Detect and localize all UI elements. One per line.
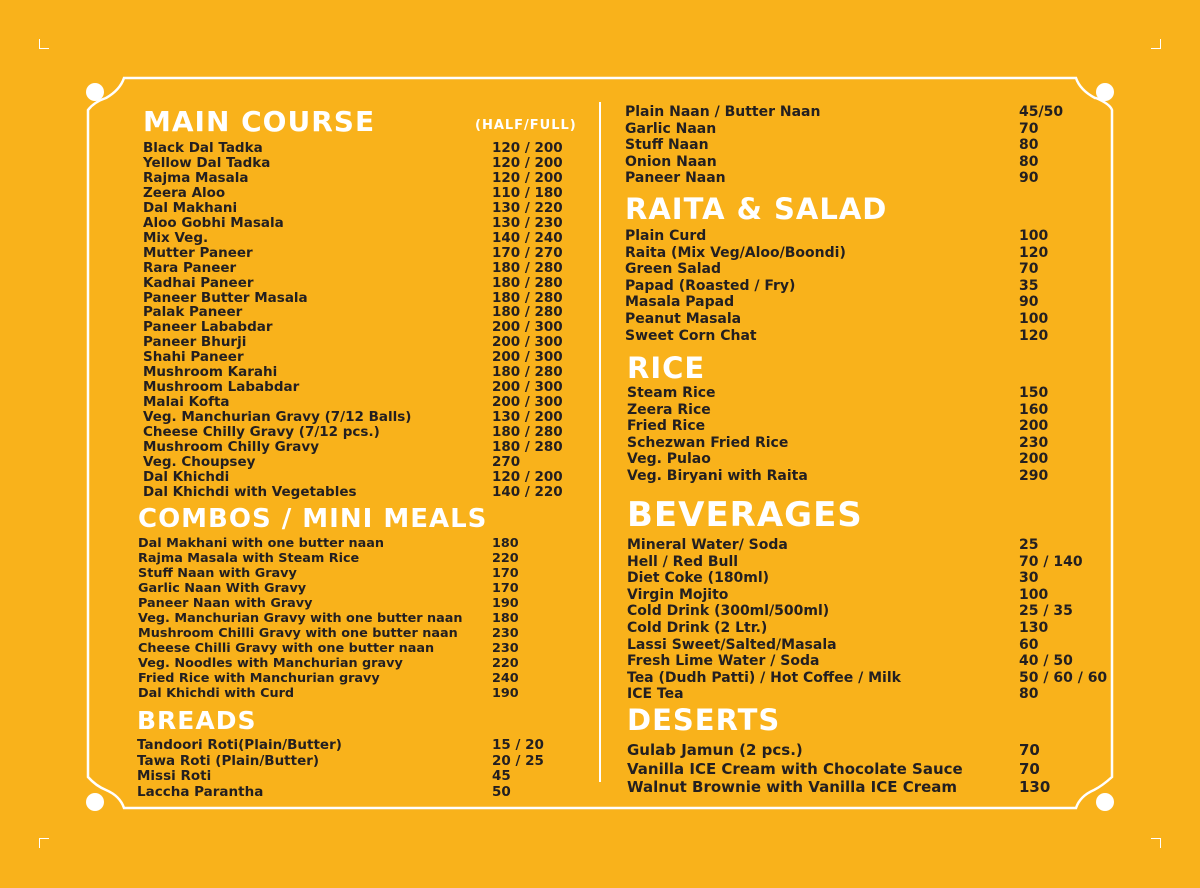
menu-item <box>143 410 593 425</box>
menu-item <box>625 261 1105 278</box>
menu-item-name: Plain Curd <box>625 228 707 244</box>
menu-item-name: Mushroom Karahi <box>143 364 278 381</box>
menu-item-name: Diet Coke (180ml) <box>627 570 770 587</box>
menu-item-name: Veg. Biryani with Raita <box>627 467 808 484</box>
menu-item <box>627 570 1112 587</box>
menu-item <box>143 231 593 246</box>
menu-item-name: Paneer Butter Masala <box>143 289 308 306</box>
menu-item-price: 110 / 180 <box>492 184 563 201</box>
menu-item-price: 180 / 280 <box>492 274 563 291</box>
menu-item <box>627 653 1112 670</box>
menu-item <box>627 435 1107 452</box>
menu-item-price: 45/50 <box>1019 104 1064 120</box>
menu-item-price: 180 <box>492 610 519 626</box>
menu-item <box>625 121 1105 138</box>
menu-item-price: 200 / 300 <box>492 394 563 411</box>
menu-item-price: 180 / 280 <box>492 259 563 276</box>
menu-item <box>627 587 1112 604</box>
menu-item-name: Peanut Masala <box>625 310 742 327</box>
menu-item-name: Walnut Brownie with Vanilla ICE Cream <box>627 778 958 797</box>
menu-item <box>627 554 1112 571</box>
menu-item-price: 170 / 270 <box>492 244 563 261</box>
menu-item <box>625 104 1105 121</box>
menu-item <box>137 769 592 785</box>
menu-item-price: 130 / 200 <box>492 409 563 426</box>
naans-section <box>625 104 1105 187</box>
menu-item-name: Tawa Roti (Plain/Butter) <box>137 752 320 769</box>
menu-item-name: Veg. Manchurian Gravy (7/12 Balls) <box>143 409 412 426</box>
menu-item-name: Cheese Chilli Gravy with one butter naan <box>138 640 435 656</box>
menu-item-name: Veg. Noodles with Manchurian gravy <box>138 655 403 671</box>
menu-item-price: 50 <box>492 783 511 800</box>
menu-item-price: 15 / 20 <box>492 737 544 753</box>
naans-list <box>625 104 1105 187</box>
menu-item <box>625 294 1105 311</box>
menu-item-name: Paneer Naan <box>625 170 726 187</box>
menu-item-price: 180 / 280 <box>492 304 563 321</box>
menu-item-price: 60 <box>1019 636 1039 653</box>
menu-item-name: Papad (Roasted / Fry) <box>625 277 796 294</box>
menu-item-name: Fried Rice <box>627 418 706 435</box>
menu-item-price: 140 / 220 <box>492 483 563 500</box>
menu-item-name: Dal Makhani with one butter naan <box>138 536 385 551</box>
menu-item-price: 200 <box>1019 451 1049 468</box>
menu-item-price: 45 <box>492 768 511 784</box>
menu-item <box>143 350 593 365</box>
menu-item <box>138 657 593 672</box>
menu-item <box>138 627 593 642</box>
menu-item <box>138 642 593 657</box>
menu-item-name: Mushroom Chilly Gravy <box>143 439 320 456</box>
menu-item <box>143 365 593 380</box>
menu-item-name: Veg. Manchurian Gravy with one butter naan <box>138 610 463 626</box>
menu-item-name: Hell / Red Bull <box>627 553 739 570</box>
menu-item-price: 120 / 200 <box>492 154 563 171</box>
menu-item-name: Virgin Mojito <box>627 586 729 603</box>
menu-item <box>143 216 593 231</box>
menu-item-name: Black Dal Tadka <box>143 140 263 156</box>
menu-item-name: Palak Paneer <box>143 304 243 321</box>
menu-item-name: Mineral Water/ Soda <box>627 537 788 553</box>
menu-item <box>627 451 1107 468</box>
menu-item-price: 130 / 230 <box>492 214 563 231</box>
menu-item-name: Fresh Lime Water / Soda <box>627 653 820 670</box>
menu-item-price: 190 <box>492 685 519 701</box>
menu-item-price: 20 / 25 <box>492 752 544 769</box>
menu-item-price: 120 <box>1019 327 1049 344</box>
menu-item-name: ICE Tea <box>627 686 684 703</box>
menu-item-name: Mushroom Chilli Gravy with one butter naan <box>138 625 458 641</box>
menu-item-price: 230 <box>492 640 519 656</box>
menu-item <box>143 261 593 276</box>
menu-item-name: Mushroom Lababdar <box>143 379 300 396</box>
menu-item-name: Dal Khichdi <box>143 468 230 485</box>
menu-item <box>143 320 593 335</box>
menu-item-name: Rajma Masala <box>143 169 249 186</box>
menu-item <box>625 278 1105 295</box>
menu-item <box>625 137 1105 154</box>
rice-list <box>627 385 1107 485</box>
menu-item-price: 270 <box>492 454 521 471</box>
raita-salad-section <box>625 192 1105 344</box>
menu-item-name: Plain Naan / Butter Naan <box>625 104 821 120</box>
combos-heading: COMBOS / MINI MEALS <box>138 504 488 534</box>
menu-item-price: 50 / 60 / 60 <box>1019 669 1108 686</box>
menu-item-name: Tandoori Roti(Plain/Butter) <box>137 737 342 753</box>
menu-item <box>138 672 593 687</box>
menu-item <box>143 485 593 500</box>
menu-item-name: Raita (Mix Veg/Aloo/Boondi) <box>625 244 846 261</box>
menu-item-price: 230 <box>1019 434 1049 451</box>
menu-item <box>143 455 593 470</box>
menu-item-price: 100 <box>1019 586 1049 603</box>
rice-heading: RICE <box>627 351 706 385</box>
menu-item <box>138 612 593 627</box>
deserts-heading: DESERTS <box>627 703 781 737</box>
menu-item <box>627 760 1107 779</box>
menu-item <box>143 141 593 156</box>
frame-corner-dot-top-right <box>1096 83 1114 101</box>
menu-item <box>143 380 593 395</box>
menu-item <box>143 470 593 485</box>
menu-item <box>143 246 593 261</box>
menu-item-price: 70 / 140 <box>1019 553 1083 570</box>
frame-corner-dot-top-left <box>86 83 104 101</box>
raita-salad-list <box>625 228 1105 344</box>
menu-item-price: 170 <box>492 565 519 581</box>
menu-item-name: Cold Drink (300ml/500ml) <box>627 603 830 620</box>
menu-item-name: Zeera Aloo <box>143 184 226 201</box>
half-full-note: (HALF/FULL) <box>475 118 577 133</box>
menu-item-price: 180 / 280 <box>492 364 563 381</box>
menu-item-price: 230 <box>492 625 519 641</box>
menu-item-price: 180 / 280 <box>492 424 563 441</box>
menu-item-name: Missi Roti <box>137 768 212 784</box>
menu-item-name: Sweet Corn Chat <box>625 327 757 344</box>
menu-item-price: 90 <box>1019 294 1039 311</box>
menu-item <box>138 537 593 552</box>
menu-item-name: Dal Khichdi with Vegetables <box>143 483 357 500</box>
menu-item <box>143 395 593 410</box>
menu-item-price: 150 <box>1019 385 1049 401</box>
menu-item-name: Aloo Gobhi Masala <box>143 214 284 231</box>
main-course-section <box>143 105 593 500</box>
menu-item-price: 120 / 200 <box>492 140 563 156</box>
menu-item <box>627 670 1112 687</box>
menu-item <box>627 418 1107 435</box>
menu-item-price: 190 <box>492 595 519 611</box>
menu-item <box>138 687 593 702</box>
menu-item-price: 130 / 220 <box>492 199 563 216</box>
menu-item <box>625 328 1105 345</box>
menu-item-price: 30 <box>1019 570 1039 587</box>
breads-heading: BREADS <box>137 706 257 735</box>
menu-item <box>138 597 593 612</box>
menu-item-price: 220 <box>492 655 519 671</box>
menu-item-price: 180 / 280 <box>492 289 563 306</box>
menu-item-price: 25 / 35 <box>1019 603 1073 620</box>
menu-item <box>143 425 593 440</box>
menu-item <box>627 778 1107 797</box>
menu-item-price: 200 / 300 <box>492 379 563 396</box>
raita-salad-heading: RAITA & SALAD <box>625 192 888 226</box>
deserts-list <box>627 741 1107 797</box>
menu-item-name: Shahi Paneer <box>143 349 244 366</box>
combos-section <box>138 506 593 701</box>
menu-item-name: Tea (Dudh Patti) / Hot Coffee / Milk <box>627 669 901 686</box>
menu-item-price: 80 <box>1019 686 1039 703</box>
menu-item <box>143 171 593 186</box>
menu-item <box>138 552 593 567</box>
menu-item-name: Veg. Choupsey <box>143 454 256 471</box>
menu-item <box>143 335 593 350</box>
menu-item-price: 90 <box>1019 170 1039 187</box>
menu-item-price: 200 / 300 <box>492 319 563 336</box>
menu-item-price: 290 <box>1019 467 1049 484</box>
menu-item-name: Paneer Naan with Gravy <box>138 595 313 611</box>
menu-item-name: Laccha Parantha <box>137 783 264 800</box>
menu-item-price: 80 <box>1019 137 1039 154</box>
menu-item <box>625 245 1105 262</box>
menu-item <box>138 567 593 582</box>
main-course-list <box>143 141 593 500</box>
menu-item <box>143 276 593 291</box>
menu-item <box>143 305 593 320</box>
menu-item-name: Dal Makhani <box>143 199 238 216</box>
menu-item <box>627 468 1107 485</box>
menu-item-price: 180 / 280 <box>492 439 563 456</box>
menu-item <box>627 741 1107 760</box>
menu-item-price: 70 <box>1019 759 1040 778</box>
menu-item-price: 100 <box>1019 310 1049 327</box>
menu-item-name: Rara Paneer <box>143 259 237 276</box>
main-course-heading: MAIN COURSE <box>143 105 376 138</box>
menu-item-price: 120 / 200 <box>492 169 563 186</box>
menu-item-name: Garlic Naan <box>625 120 717 137</box>
breads-list <box>137 738 592 800</box>
menu-item-price: 180 <box>492 536 519 551</box>
menu-item-name: Dal Khichdi with Curd <box>138 685 295 701</box>
menu-item-name: Onion Naan <box>625 153 717 170</box>
menu-item-price: 80 <box>1019 153 1039 170</box>
menu-item-price: 240 <box>492 670 519 686</box>
menu-item-name: Stuff Naan with Gravy <box>138 565 297 581</box>
deserts-section <box>627 703 1107 797</box>
menu-item <box>627 537 1112 554</box>
menu-item-price: 70 <box>1019 741 1040 759</box>
menu-item <box>143 201 593 216</box>
menu-item-price: 70 <box>1019 120 1039 137</box>
beverages-list <box>627 537 1112 703</box>
menu-item-name: Schezwan Fried Rice <box>627 434 789 451</box>
menu-item-name: Rajma Masala with Steam Rice <box>138 550 360 566</box>
menu-item-price: 200 / 300 <box>492 349 563 366</box>
menu-item-name: Mix Veg. <box>143 229 209 246</box>
combos-list <box>138 537 593 701</box>
menu-item <box>137 785 592 801</box>
menu-item-name: Kadhai Paneer <box>143 274 254 291</box>
menu-item-name: Green Salad <box>625 261 722 278</box>
menu-item <box>625 154 1105 171</box>
beverages-heading: BEVERAGES <box>627 495 863 535</box>
menu-item-price: 100 <box>1019 228 1049 244</box>
menu-item <box>627 686 1112 703</box>
menu-item-name: Lassi Sweet/Salted/Masala <box>627 636 837 653</box>
menu-item-price: 140 / 240 <box>492 229 563 246</box>
menu-item-name: Garlic Naan With Gravy <box>138 580 307 596</box>
menu-item-name: Vanilla ICE Cream with Chocolate Sauce <box>627 759 963 778</box>
menu-item <box>627 385 1107 402</box>
rice-section <box>627 351 1107 485</box>
menu-item <box>625 170 1105 187</box>
menu-item <box>143 291 593 306</box>
menu-item-price: 25 <box>1019 537 1039 553</box>
menu-item-price: 160 <box>1019 401 1049 418</box>
menu-item-name: Paneer Lababdar <box>143 319 273 336</box>
menu-item <box>627 637 1112 654</box>
menu-item <box>625 228 1105 245</box>
menu-item-price: 220 <box>492 550 519 566</box>
menu-item-name: Fried Rice with Manchurian gravy <box>138 670 380 686</box>
menu-item <box>625 311 1105 328</box>
menu-item <box>137 738 592 754</box>
column-divider <box>599 102 601 782</box>
menu-item <box>627 620 1112 637</box>
menu-item-name: Paneer Bhurji <box>143 334 247 351</box>
menu-item-price: 200 <box>1019 418 1049 435</box>
menu-item <box>143 186 593 201</box>
menu-item <box>137 754 592 770</box>
menu-item-price: 70 <box>1019 261 1039 278</box>
menu-item <box>138 582 593 597</box>
menu-item-name: Cheese Chilly Gravy (7/12 pcs.) <box>143 424 380 441</box>
menu-item-price: 40 / 50 <box>1019 653 1073 670</box>
menu-item-price: 120 / 200 <box>492 468 563 485</box>
menu-item-name: Gulab Jamun (2 pcs.) <box>627 741 803 759</box>
menu-item-price: 130 <box>1019 778 1051 797</box>
menu-item-price: 120 <box>1019 244 1049 261</box>
menu-item-price: 130 <box>1019 619 1049 636</box>
menu-item-name: Masala Papad <box>625 294 735 311</box>
menu-item-name: Mutter Paneer <box>143 244 253 261</box>
breads-section <box>137 708 592 800</box>
menu-item-price: 35 <box>1019 277 1039 294</box>
menu-item-price: 170 <box>492 580 519 596</box>
menu-item-name: Yellow Dal Tadka <box>143 154 271 171</box>
beverages-section <box>627 495 1112 703</box>
menu-item <box>143 156 593 171</box>
menu-item-price: 200 / 300 <box>492 334 563 351</box>
menu-item <box>627 603 1112 620</box>
menu-item <box>627 402 1107 419</box>
menu-item <box>143 440 593 455</box>
frame-corner-dot-bottom-left <box>86 793 104 811</box>
menu-item-name: Veg. Pulao <box>627 451 711 468</box>
menu-item-name: Zeera Rice <box>627 401 711 418</box>
menu-item-name: Steam Rice <box>627 385 716 401</box>
menu-item-name: Cold Drink (2 Ltr.) <box>627 619 768 636</box>
menu-item-name: Stuff Naan <box>625 137 709 154</box>
menu-item-name: Malai Kofta <box>143 394 230 411</box>
